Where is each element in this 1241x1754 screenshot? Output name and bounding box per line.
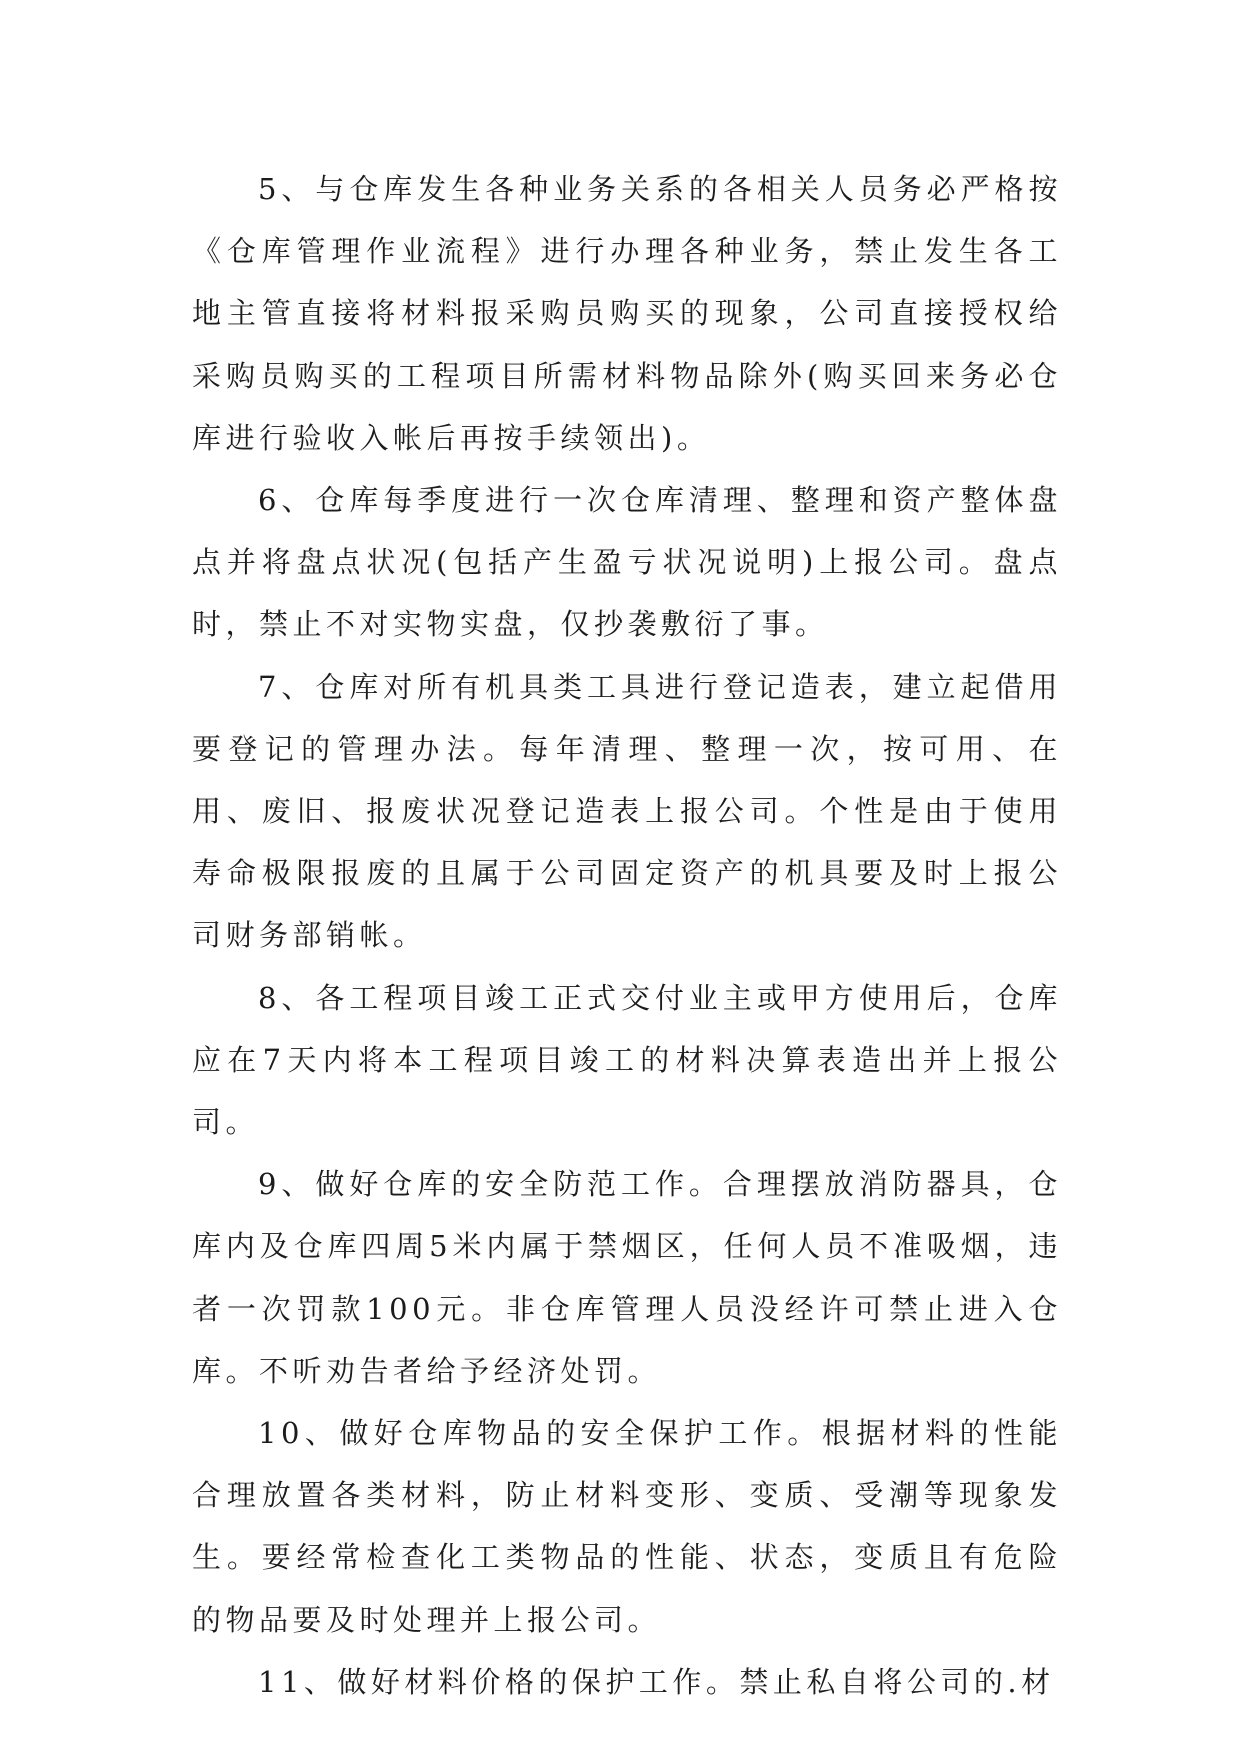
paragraph-5: 5、与仓库发生各种业务关系的各相关人员务必严格按《仓库管理作业流程》进行办理各种业务，禁止发生各工地主管直接将材料报采购员购买的现象，公司直接授权给采购员购买的工程项目所需材料物品除外(购买回来务必仓库进行验收入帐后再按手续领出)。 — [192, 172, 1062, 455]
paragraph-7: 7、仓库对所有机具类工具进行登记造表，建立起借用要登记的管理办法。每年清理、整理一次，按可用、在用、废旧、报废状况登记造表上报公司。个性是由于使用寿命极限报废的且属于公司固定资产的机具要及时上报公司财务部销帐。 — [192, 669, 1062, 953]
paragraph-6: 6、仓库每季度进行一次仓库清理、整理和资产整体盘点并将盘点状况(包括产生盈亏状况说明)上报公司。盘点时，禁止不对实物实盘，仅抄袭敷衍了事。 — [192, 483, 1062, 642]
paragraph-10: 10、做好仓库物品的安全保护工作。根据材料的性能合理放置各类材料，防止材料变形、变质、受潮等现象发生。要经常检查化工类物品的性能、状态，变质且有危险的物品要及时处理并上报公司。 — [192, 1416, 1062, 1637]
paragraph-9: 9、做好仓库的安全防范工作。合理摆放消防器具，仓库内及仓库四周5米内属于禁烟区，任何人员不准吸烟，违者一次罚款100元。非仓库管理人员没经许可禁止进入仓库。不听劝告者给予经济处罚。 — [192, 1167, 1062, 1388]
document-body — [192, 158, 1062, 1713]
paragraph-8: 8、各工程项目竣工正式交付业主或甲方使用后，仓库应在7天内将本工程项目竣工的材料决算表造出并上报公司。 — [192, 980, 1062, 1140]
paragraph-11: 11、做好材料价格的保护工作。禁止私自将公司的.材 — [258, 1664, 1055, 1699]
